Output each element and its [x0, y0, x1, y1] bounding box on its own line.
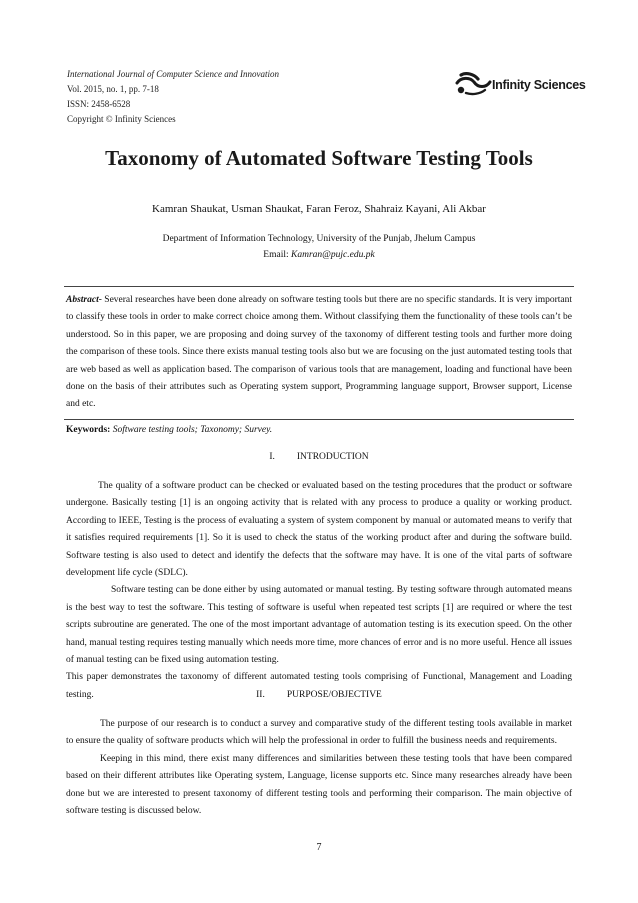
journal-info	[67, 67, 279, 127]
page-number: 7	[316, 842, 322, 853]
abstract-label: Abstract-	[66, 295, 102, 305]
email-address: Kamran@pujc.edu.pk	[291, 250, 375, 260]
publisher-logo	[452, 70, 586, 100]
journal-volume: Vol. 2015, no. 1, pp. 7-18	[67, 84, 159, 94]
section-title: PURPOSE/OBJECTIVE	[286, 690, 382, 700]
section-heading-introduction	[0, 452, 638, 462]
paragraph: The quality of a software product can be checked or evaluated based on the testing procedures that the product or software undergone. Basically testing [1] is an ongoing activity that is related with any process to produce a quality or working product. According to IEEE, Testing is the process of evaluating a system of system component by manual or automated means to verify that it satisfies required requirements [1]. So it is used to check the status of the working product after and during the software build. Software testing is also used to detect and identify the defects that the software may have. It is one of the vital parts of software development life cycle (SDLC).	[66, 481, 572, 579]
section-number: II.	[256, 690, 265, 700]
keywords-text: Software testing tools; Taxonomy; Survey.	[112, 425, 273, 435]
paragraph: The purpose of our research is to conduct a survey and comparative study of the different testing tools available in market to ensure the quality of software products which will help the professional in order to fulfill the business needs and requirements.	[66, 719, 572, 747]
journal-issn: ISSN: 2458-6528	[67, 99, 131, 109]
abstract-top-rule	[64, 286, 574, 287]
infinity-logo-icon	[452, 70, 496, 100]
purpose-body	[66, 716, 572, 820]
introduction-body	[66, 478, 572, 704]
paper-affiliation: Department of Information Technology, University of the Punjab, Jhelum Campus	[162, 234, 476, 244]
section-title: INTRODUCTION	[296, 452, 369, 462]
paper-authors: Kamran Shaukat, Usman Shaukat, Faran Feroz, Shahraiz Kayani, Ali Akbar	[152, 203, 486, 215]
section-heading-purpose	[0, 690, 638, 700]
paragraph: Keeping in this mind, there exist many differences and similarities between these testing tools that have been compared based on their different attributes like Operating system, Language, license supports etc. Since many researches already have been done but we are interested to present taxonomy of different testing tools and performing their comparison. The main objective of software testing is discussed below.	[66, 753, 572, 817]
paper-title: Taxonomy of Automated Software Testing Tools	[105, 146, 533, 170]
abstract-text: Several researches have been done already on software testing tools but there are no specific standards. It is very important to classify these tools in order to make correct choice among them. Without classifying them the functionality of these tools can’t be understood. So in this paper, we are proposing and doing survey of the taxonomy of different testing tools and further more doing the comparison of these tools. Since there exists manual testing tools also but we are focusing on the just automated testing tools that are web based as well as application based. The comparison of various tools that are management, loading and functional have been done on the basis of their attributes such as Operating system support, Programming language support, Browser support, License and etc.	[66, 295, 572, 410]
paper-email	[0, 250, 638, 260]
abstract	[66, 292, 572, 414]
journal-title: International Journal of Computer Science and Innovation	[67, 69, 279, 79]
email-label: Email:	[263, 250, 289, 260]
section-number: I.	[269, 452, 275, 462]
keywords	[66, 425, 272, 435]
paragraph: Software testing can be done either by using automated or manual testing. By testing software through automated means is the best way to test the software. This testing of software is useful when repeated test scripts [1] are required or where the test scripts subroutine are generated. The one of the most important advantage of automation testing is its execution speed. On the other hand, manual testing requires testing manually which needs more time, more chances of error and is no more useful. Hence all issues of manual testing can be fixed using automation testing.	[66, 585, 572, 666]
journal-copyright: Copyright © Infinity Sciences	[67, 114, 176, 124]
paragraph: This paper demonstrates the taxonomy of different automated testing tools comprising of Functional, Management and Loading testing.	[66, 672, 572, 700]
logo-text: Infinity Sciences	[492, 78, 586, 92]
abstract-bottom-rule	[64, 419, 574, 420]
keywords-label: Keywords:	[66, 425, 111, 435]
